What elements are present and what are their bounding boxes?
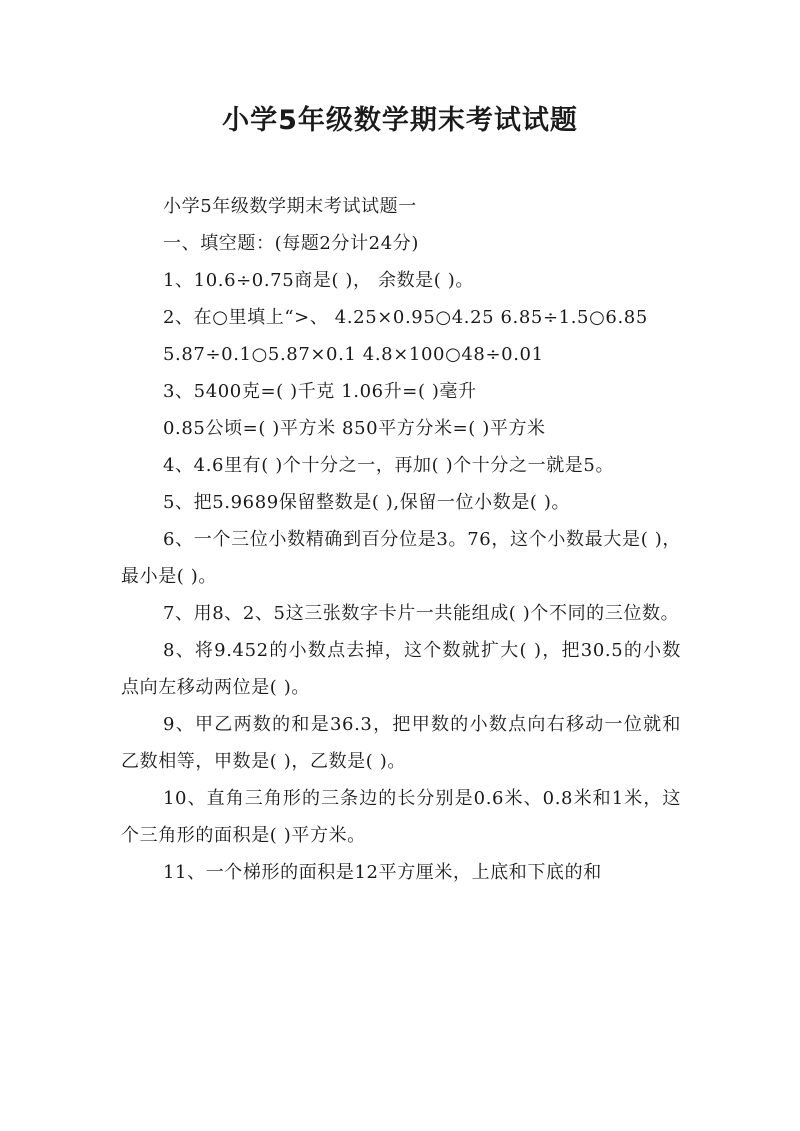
- paragraph-subtitle: 小学5年级数学期末考试试题一: [163, 196, 417, 217]
- question-2: 2、在○里填上“>、 4.25×0.95○4.25 6.85÷1.5○6.85: [163, 307, 648, 328]
- question-11: 11、一个梯形的面积是12平方厘米，上底和下底的和: [163, 862, 602, 883]
- question-9: 9、甲乙两数的和是36.3，把甲数的小数点向右移动一位就和乙数相等，甲数是( )，乙数是( )。: [121, 714, 681, 772]
- question-4: 4、4.6里有( )个十分之一，再加( )个十分之一就是5。: [163, 455, 615, 476]
- question-3: 3、5400克=( )千克 1.06升=( )毫升: [163, 381, 477, 402]
- question-3-continued: 0.85公顷=( )平方米 850平方分米=( )平方米: [163, 418, 546, 439]
- paragraph-section-heading: 一、填空题：(每题2分计24分): [163, 233, 420, 254]
- question-10: 10、直角三角形的三条边的长分别是0.6米、0.8米和1米，这个三角形的面积是( )平方米。: [121, 788, 681, 846]
- document-body: [121, 188, 681, 891]
- question-7: 7、用8、2、5这三张数字卡片一共能组成( )个不同的三位数。: [163, 603, 680, 624]
- question-1: 1、10.6÷0.75商是( )， 余数是( )。: [163, 270, 474, 291]
- question-2-continued: 5.87÷0.1○5.87×0.1 4.8×100○48÷0.01: [163, 344, 544, 365]
- question-8: 8、将9.452的小数点去掉，这个数就扩大( )，把30.5的小数点向左移动两位是( )。: [121, 640, 681, 698]
- document-title: 小学5年级数学期末考试试题: [222, 105, 578, 136]
- question-6: 6、一个三位小数精确到百分位是3。76，这个小数最大是( )，最小是( )。: [121, 529, 681, 587]
- question-5: 5、把5.9689保留整数是( ),保留一位小数是( )。: [163, 492, 571, 513]
